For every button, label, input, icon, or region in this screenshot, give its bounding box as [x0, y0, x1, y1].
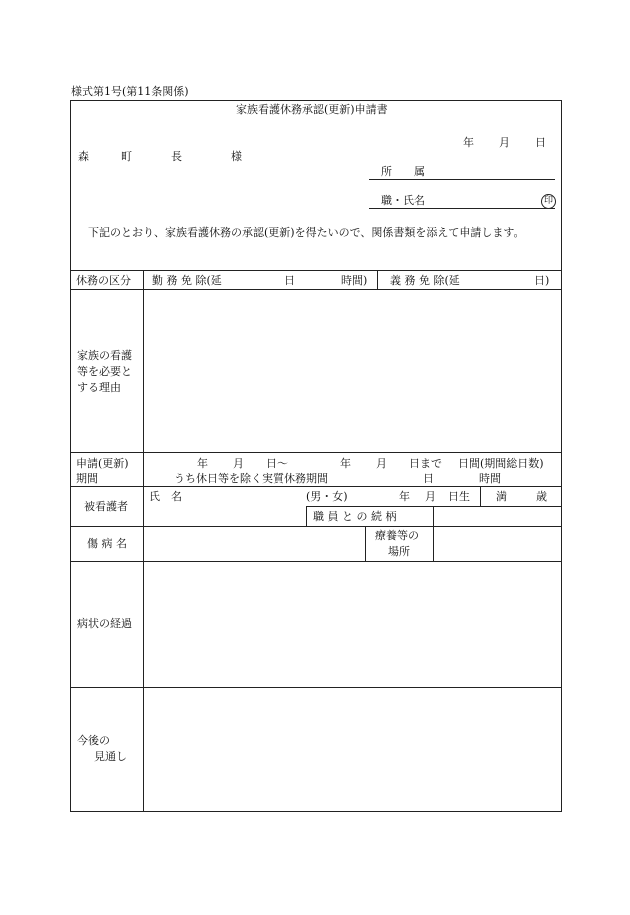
period-actual-hours: 時間	[479, 472, 501, 485]
reason-label-line2: 等を必要と	[77, 365, 132, 378]
period-end-day: 日まで	[409, 457, 442, 470]
period-start-month: 月	[233, 457, 244, 470]
patient-birth-month: 月	[425, 490, 436, 503]
grid-line	[433, 506, 434, 561]
grid-line	[306, 506, 307, 526]
reason-field[interactable]	[144, 290, 561, 452]
name-underline	[369, 208, 555, 209]
patient-name-label: 氏 名	[149, 490, 182, 503]
period-actual-days: 日	[423, 472, 434, 485]
patient-label: 被看護者	[84, 500, 128, 513]
outlook-label-line2: 見通し	[94, 750, 127, 763]
patient-relation-label: 職 員 と の 続 柄	[313, 510, 397, 523]
name-label: 職・氏名	[381, 194, 425, 207]
affiliation-underline	[369, 179, 555, 180]
disease-label: 傷 病 名	[87, 537, 127, 550]
grid-line	[377, 270, 378, 289]
affiliation-label: 所 属	[381, 165, 425, 178]
duty-exempt-days: 日	[284, 274, 295, 287]
grid-line	[480, 486, 481, 506]
addressee-c2: 町	[121, 150, 132, 163]
outlook-field[interactable]	[144, 688, 561, 811]
period-label-line1: 申請(更新)	[76, 457, 129, 470]
duty-exempt-hours: 時間)	[341, 274, 368, 287]
period-start-year: 年	[197, 457, 208, 470]
reason-label-line1: 家族の看護	[77, 349, 132, 362]
body-text: 下記のとおり、家族看護休務の承認(更新)を得たいので、関係書類を添えて申請します。	[88, 226, 525, 239]
patient-birth-day: 日生	[448, 490, 470, 503]
care-place-label-line2: 場所	[388, 545, 410, 558]
addressee-c3: 長	[171, 150, 182, 163]
date-year: 年	[463, 136, 474, 149]
reason-label-line3: する理由	[77, 381, 121, 394]
grid-line	[306, 506, 562, 507]
period-end-year: 年	[340, 457, 351, 470]
period-start-day: 日～	[266, 457, 288, 470]
period-label-line2: 期間	[76, 472, 98, 485]
progress-field[interactable]	[144, 562, 561, 687]
date-month: 月	[499, 136, 510, 149]
period-total-days: 日間(期間総日数)	[458, 457, 544, 470]
patient-birth-year: 年	[399, 490, 410, 503]
period-end-month: 月	[376, 457, 387, 470]
patient-sex: (男・女)	[306, 490, 348, 503]
progress-label: 病状の経過	[77, 617, 132, 630]
row-category-label: 休務の区分	[76, 274, 131, 287]
form-title: 家族看護休務承認(更新)申請書	[236, 103, 388, 116]
seal-mark: 印	[541, 194, 556, 209]
form-number: 様式第1号(第11条関係)	[71, 85, 189, 98]
patient-age-unit: 歳	[536, 490, 547, 503]
obligation-exempt-days: 日)	[534, 274, 550, 287]
grid-line	[365, 526, 366, 561]
duty-exempt-label: 勤 務 免 除(延	[152, 274, 222, 287]
date-day: 日	[535, 136, 546, 149]
patient-age-full: 満	[496, 490, 507, 503]
outlook-label-line1: 今後の	[77, 734, 110, 747]
care-place-label-line1: 療養等の	[375, 529, 419, 542]
obligation-exempt-label: 義 務 免 除(延	[390, 274, 460, 287]
addressee-c1: 森	[78, 150, 89, 163]
addressee-c4: 様	[231, 150, 242, 163]
period-actual-label: うち休日等を除く実質休務期間	[174, 472, 328, 485]
